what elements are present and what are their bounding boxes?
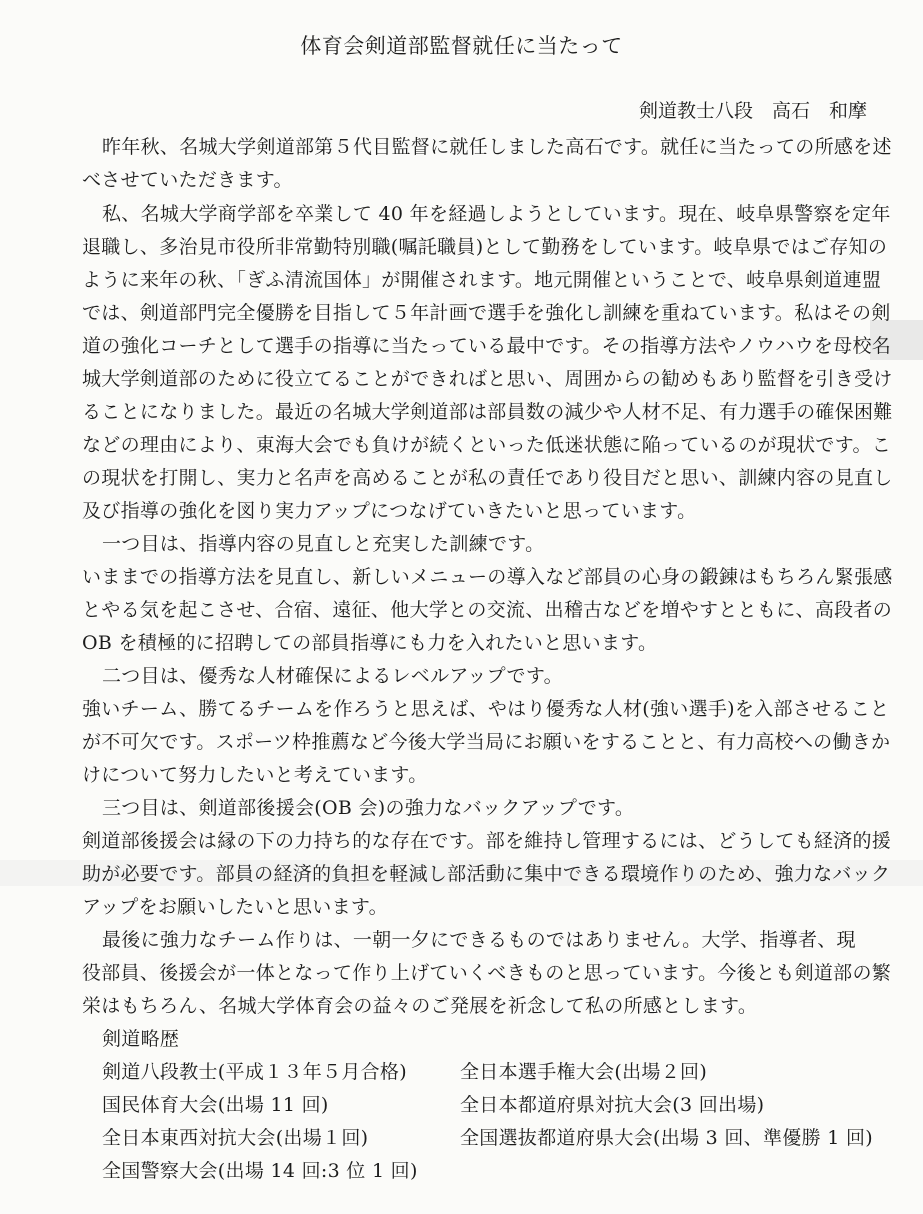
career-item: 全日本都道府県対抗大会(3 回出場) (460, 1094, 765, 1116)
text-line: の現状を打開し、実力と名声を高めることが私の責任であり役目だと思い、訓練内容の見直し (82, 467, 893, 489)
text-line: 剣道部後援会は縁の下の力持ち的な存在です。部を維持し管理するには、どうしても経済的援 (82, 830, 892, 852)
page-title: 体育会剣道部監督就任に当たって (300, 34, 623, 58)
text-line: 役部員、後援会が一体となって作り上げていくべきものと思っています。今後とも剣道部の繁 (82, 962, 892, 984)
text-line: ることになりました。最近の名城大学剣道部は部員数の減少や人材不足、有力選手の確保困難 (82, 401, 893, 423)
career-item: 全日本選手権大会(出場２回) (460, 1061, 708, 1083)
text-line: 栄はもちろん、名城大学体育会の益々のご発展を祈念して私の所感とします。 (82, 995, 758, 1017)
career-item: 全国選抜都道府県大会(出場 3 回、準優勝 1 回) (460, 1127, 873, 1149)
text-line: などの理由により、東海大会でも負けが続くといった低迷状態に陥っているのが現状です。こ (82, 434, 892, 456)
section-heading: 一つ目は、指導内容の見直しと充実した訓練です。 (102, 533, 545, 555)
text-line: OB を積極的に招聘しての部員指導にも力を入れたいと思います。 (82, 632, 658, 654)
career-item: 剣道八段教士(平成１３年５月合格) (102, 1061, 407, 1083)
text-line: とやる気を起こさせ、合宿、遠征、他大学との交流、出稽古などを増やすとともに、高段者の (82, 599, 893, 621)
career-item: 全国警察大会(出場 14 回:3 位 1 回) (102, 1160, 418, 1182)
text-line: が不可欠です。スポーツ枠推薦など今後大学当局にお願いをすることと、有力高校への働きか (82, 731, 891, 753)
text-line: 退職し、多治見市役所非常勤特別職(嘱託職員)として勤務をしています。岐阜県ではご存知の (82, 236, 888, 258)
text-line: 私、名城大学商学部を卒業して 40 年を経過しようとしています。現在、岐阜県警察を定年 (102, 203, 891, 225)
section-heading: 二つ目は、優秀な人材確保によるレベルアップです。 (102, 665, 563, 687)
text-line: では、剣道部門完全優勝を目指して５年計画で選手を強化し訓練を重ねています。私はその剣 (82, 302, 891, 324)
section-heading: 三つ目は、剣道部後援会(OB 会)の強力なバックアップです。 (102, 797, 635, 819)
text-line: いままでの指導方法を見直し、新しいメニューの導入など部員の心身の鍛錬はもちろん緊張感 (82, 566, 893, 588)
text-line: 及び指導の強化を図り実力アップにつなげていきたいと思っています。 (82, 500, 697, 522)
text-line: 助が必要です。部員の経済的負担を軽減し部活動に集中できる環境作りのため、強力なバック (82, 863, 891, 885)
text-line: けについて努力したいと考えています。 (82, 764, 428, 786)
text-line: 道の強化コーチとして選手の指導に当たっている最中です。その指導方法やノウハウを母校名 (82, 335, 892, 357)
career-heading: 剣道略歴 (102, 1028, 180, 1050)
author-line: 剣道教士八段 高石 和摩 (638, 100, 867, 122)
text-line: 城大学剣道部のために役立てることができればと思い、周囲からの勧めもあり監督を引き受け (82, 368, 893, 390)
text-line: ように来年の秋、「ぎふ清流国体」が開催されます。地元開催ということで、岐阜県剣道連盟 (82, 269, 882, 291)
text-line: 昨年秋、名城大学剣道部第５代目監督に就任しました高石です。就任に当たっての所感を述 (102, 136, 892, 158)
text-line: 強いチーム、勝てるチームを作ろうと思えば、やはり優秀な人材(強い選手)を入部させること (82, 698, 890, 720)
text-line: べさせていただきます。 (82, 169, 293, 191)
text-line: アップをお願いしたいと思います。 (82, 896, 388, 918)
text-line: 最後に強力なチーム作りは、一朝一夕にできるものではありません。大学、指導者、現 (102, 929, 856, 951)
career-item: 全日本東西対抗大会(出場１回) (102, 1127, 369, 1149)
career-item: 国民体育大会(出場 11 回) (102, 1094, 329, 1116)
